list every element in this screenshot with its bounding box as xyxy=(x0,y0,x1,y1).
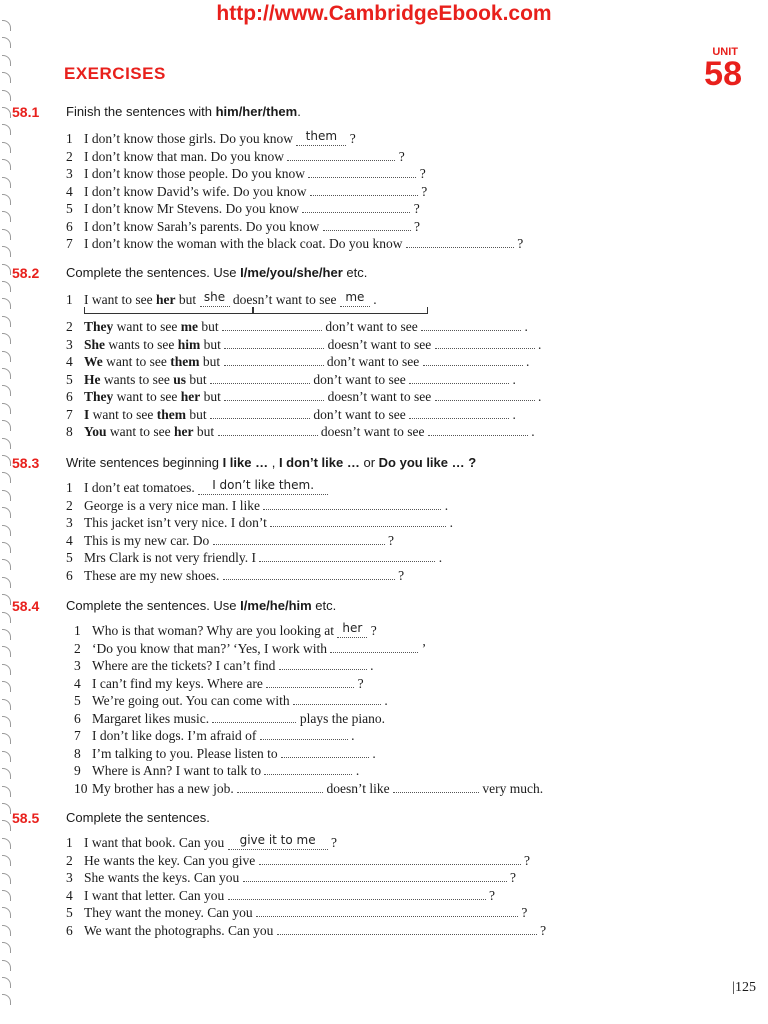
answer-blank[interactable] xyxy=(435,400,535,401)
sentence-text: I don’t know those people. Do you know xyxy=(84,166,305,181)
sentence-text: I’m talking to you. Please listen to xyxy=(92,745,278,761)
sentence-text: I don’t know the woman with the black coat. Do you know xyxy=(84,236,403,251)
item-number: 2 xyxy=(66,497,73,513)
item-number: 1 xyxy=(66,835,73,850)
answer-blank[interactable] xyxy=(435,348,535,349)
sentence-text: don’t want to see xyxy=(313,406,406,422)
answer-blank[interactable] xyxy=(323,230,411,231)
answer-blank[interactable] xyxy=(223,579,395,580)
object-pronoun: me xyxy=(180,319,198,334)
answer-blank[interactable] xyxy=(260,739,348,740)
handwritten-answer: her xyxy=(342,621,363,635)
sentence-line xyxy=(74,710,543,728)
sentence-line xyxy=(74,780,543,798)
answer-blank[interactable] xyxy=(210,418,310,419)
answer-blank[interactable] xyxy=(428,435,528,436)
answer-blank[interactable] xyxy=(237,792,323,793)
object-pronoun: us xyxy=(173,371,186,387)
exercise-instruction: Complete the sentences. xyxy=(66,810,210,825)
subject-pronoun: They xyxy=(84,319,114,334)
exercise-lines xyxy=(66,479,453,584)
sentence-end: . xyxy=(449,515,453,530)
answer-blank[interactable] xyxy=(293,704,381,705)
item-number: 2 xyxy=(66,148,73,164)
sentence-end: ? xyxy=(488,887,495,903)
sentence-end: ? xyxy=(349,131,356,146)
answer-blank[interactable] xyxy=(213,544,385,545)
exercise-instruction: Complete the sentences. Use I/me/you/she/her etc. xyxy=(66,265,368,280)
item-number: 10 xyxy=(74,780,88,796)
sentence-end: . xyxy=(372,745,376,761)
sentence-line xyxy=(66,497,453,515)
sentence-line xyxy=(74,727,543,745)
answer-blank[interactable] xyxy=(302,212,410,213)
answer-blank[interactable] xyxy=(296,129,346,146)
sentence-line xyxy=(66,549,453,567)
sentence-text: I don’t know David’s wife. Do you know xyxy=(84,183,307,199)
sentence-end: ? xyxy=(357,675,364,691)
sentence-text: I don’t know those girls. Do you know xyxy=(84,131,293,146)
sentence-text: doesn’t like xyxy=(326,780,390,796)
sentence-line xyxy=(74,657,543,675)
subject-pronoun: She xyxy=(84,336,106,352)
item-number: 1 xyxy=(66,480,73,495)
sentence-text: I want that letter. Can you xyxy=(84,887,225,903)
object-pronoun: her xyxy=(155,292,176,307)
sentence-text: very much. xyxy=(482,780,544,796)
object-pronoun: them xyxy=(170,354,200,369)
sentence-end: ? xyxy=(398,567,405,583)
answer-blank[interactable] xyxy=(279,669,367,670)
sentence-line xyxy=(74,745,543,763)
sentence-text: but xyxy=(189,371,207,387)
prompt-text: Do xyxy=(192,532,210,548)
object-pronoun: her xyxy=(180,389,201,404)
item-number: 8 xyxy=(66,424,73,439)
sentence-text: doesn’t want to see xyxy=(320,424,425,439)
answer-blank[interactable] xyxy=(340,290,370,307)
exercise-number: 58.4 xyxy=(12,598,40,614)
sentence-text: This jacket isn’t very nice. xyxy=(84,515,228,530)
item-number: 2 xyxy=(66,852,73,868)
sentence-text: but xyxy=(203,336,221,352)
sentence-line xyxy=(66,423,541,441)
sentence-end: ? xyxy=(509,870,516,885)
sentence-end: ? xyxy=(387,532,394,548)
answer-blank[interactable] xyxy=(224,400,324,401)
sentence-text: ‘Do you know that man?’ ‘Yes, I work with xyxy=(92,640,327,656)
handwritten-answer: give it to me xyxy=(239,833,316,847)
answer-blank[interactable] xyxy=(266,687,354,688)
answer-blank[interactable] xyxy=(228,833,328,850)
answer-blank[interactable] xyxy=(224,348,324,349)
sentence-text: want to see xyxy=(91,292,153,307)
sentence-end: . xyxy=(370,658,374,673)
prompt-text: I don’t xyxy=(230,515,267,530)
sentence-end: . xyxy=(524,319,528,334)
sentence-line xyxy=(66,922,546,940)
handwritten-answer: she xyxy=(203,290,226,304)
item-number: 2 xyxy=(66,319,73,334)
exercise-number: 58.5 xyxy=(12,810,40,826)
exercise-lines xyxy=(66,291,541,441)
item-number: 4 xyxy=(66,354,73,369)
sentence-text: Margaret likes music. xyxy=(92,710,210,726)
exercise-number: 58.3 xyxy=(12,455,40,471)
sentence-end: . xyxy=(538,389,542,404)
answer-blank[interactable] xyxy=(218,435,318,436)
item-number: 7 xyxy=(66,236,73,251)
sentence-end: . xyxy=(512,371,516,387)
subject-pronoun: We xyxy=(84,354,103,369)
answer-blank[interactable] xyxy=(287,160,395,161)
answer-blank[interactable] xyxy=(224,365,324,366)
sentence-line xyxy=(66,336,541,354)
sentence-text: want to see xyxy=(116,389,178,404)
sentence-text: but xyxy=(196,424,215,439)
spiral-binding xyxy=(0,20,14,1020)
item-number: 6 xyxy=(74,710,81,726)
sentence-text: We’re going out. You can come with xyxy=(92,693,290,708)
sentence-end: . xyxy=(531,424,535,439)
sentence-line xyxy=(66,318,541,336)
sentence-line xyxy=(66,887,546,905)
sentence-text: don’t want to see xyxy=(326,354,420,369)
sentence-line xyxy=(66,218,523,236)
sentence-text: but xyxy=(201,319,219,334)
prompt-text: I like xyxy=(231,497,260,513)
sentence-text: want to see xyxy=(106,354,167,369)
answer-blank[interactable] xyxy=(406,247,514,248)
answer-blank[interactable] xyxy=(256,916,518,917)
sentence-text: We want the photographs. Can you xyxy=(84,922,274,938)
sentence-line xyxy=(66,852,546,870)
sentence-end: ? xyxy=(413,218,420,234)
sentence-end: ? xyxy=(370,623,377,638)
sentence-text: Where are the tickets? I can’t find xyxy=(92,658,276,673)
subject-pronoun: They xyxy=(84,389,114,404)
answer-blank[interactable] xyxy=(423,365,523,366)
answer-blank[interactable] xyxy=(243,881,507,882)
sentence-end: ? xyxy=(523,852,530,868)
sentence-line xyxy=(66,869,546,887)
sentence-text: plays the piano. xyxy=(299,710,385,726)
page-number: |125 xyxy=(732,980,756,995)
unit-number: 58 xyxy=(704,55,742,93)
item-number: 5 xyxy=(66,550,73,565)
sentence-line xyxy=(66,235,523,253)
exercise-number: 58.2 xyxy=(12,265,40,281)
answer-blank[interactable] xyxy=(263,509,441,510)
answer-blank[interactable] xyxy=(409,383,509,384)
answer-blank[interactable] xyxy=(337,621,367,638)
item-number: 5 xyxy=(66,905,73,920)
sentence-text: I don’t know Sarah’s parents. Do you know xyxy=(84,218,320,234)
item-number: 3 xyxy=(66,336,73,352)
item-number: 6 xyxy=(66,922,73,938)
connector-bracket xyxy=(84,307,254,314)
answer-blank[interactable] xyxy=(210,383,310,384)
item-number: 4 xyxy=(74,675,81,691)
sentence-text: I don’t like dogs. I’m afraid of xyxy=(92,728,257,743)
sentence-text: I don’t know that man. Do you know xyxy=(84,148,284,164)
sentence-end: . xyxy=(444,497,449,513)
item-number: 1 xyxy=(66,131,73,146)
item-number: 3 xyxy=(66,870,73,885)
item-number: 1 xyxy=(66,292,73,307)
exercise-instruction: Finish the sentences with him/her/them. xyxy=(66,104,301,119)
prompt-text: I xyxy=(251,550,256,565)
sentence-line xyxy=(66,388,541,406)
answer-blank[interactable] xyxy=(264,774,352,775)
answer-blank[interactable] xyxy=(200,290,230,307)
answer-blank[interactable] xyxy=(281,757,369,758)
item-number: 6 xyxy=(66,218,73,234)
exercise-instruction: Write sentences beginning I like … , I don’t like … or Do you like … ? xyxy=(66,455,477,470)
answer-blank[interactable] xyxy=(228,899,486,900)
sentence-text: This is my new car. xyxy=(84,532,190,548)
item-number: 6 xyxy=(66,389,73,404)
sentence-line xyxy=(66,904,546,922)
handwritten-answer: I don’t like them. xyxy=(212,478,315,492)
sentence-line xyxy=(66,532,453,550)
sentence-end: ? xyxy=(413,201,420,216)
subject-pronoun: I xyxy=(84,292,89,307)
sentence-line xyxy=(74,675,543,693)
exercise-lines xyxy=(66,130,523,253)
answer-blank[interactable] xyxy=(310,195,418,196)
item-number: 9 xyxy=(74,763,81,778)
subject-pronoun: You xyxy=(84,424,107,439)
sentence-text: Who is that woman? Why are you looking at xyxy=(92,623,334,638)
answer-blank[interactable] xyxy=(277,934,537,935)
exercise-number: 58.1 xyxy=(12,104,40,120)
subject-pronoun: I xyxy=(84,406,90,422)
sentence-end: . xyxy=(355,763,360,778)
exercise-lines xyxy=(74,622,543,797)
connector-bracket xyxy=(252,307,428,314)
sentence-end: . xyxy=(384,693,388,708)
sentence-text: wants to see xyxy=(108,336,175,352)
item-number: 6 xyxy=(66,567,73,583)
sentence-end: ? xyxy=(540,922,547,938)
answer-blank[interactable] xyxy=(259,864,521,865)
sentence-end: ? xyxy=(421,183,428,199)
sentence-line xyxy=(66,148,523,166)
exercise-instruction: Complete the sentences. Use I/me/he/him etc. xyxy=(66,598,337,613)
sentence-text: Mrs Clark is not very friendly. xyxy=(84,550,249,565)
sentence-text: Where is Ann? I want to talk to xyxy=(92,763,262,778)
unit-label: UNIT xyxy=(712,46,738,58)
answer-blank[interactable] xyxy=(421,330,521,331)
sentence-end: ’ xyxy=(421,640,427,656)
item-number: 1 xyxy=(74,623,81,638)
object-pronoun: him xyxy=(177,336,201,352)
sentence-text: I can’t find my keys. Where are xyxy=(92,675,263,691)
sentence-text: doesn’t want to see xyxy=(232,292,337,307)
sentence-line xyxy=(66,834,546,852)
sentence-end: . xyxy=(512,406,516,422)
sentence-line xyxy=(66,567,453,585)
sentence-line xyxy=(66,406,541,424)
sentence-text: George is a very nice man. xyxy=(84,497,229,513)
sentence-text: My brother has a new job. xyxy=(92,780,234,796)
sentence-text: but xyxy=(189,406,207,422)
item-number: 3 xyxy=(74,658,81,673)
sentence-text: want to see xyxy=(116,319,178,334)
sentence-end: . xyxy=(351,728,355,743)
item-number: 5 xyxy=(74,693,81,708)
handwritten-answer: me xyxy=(345,290,365,304)
answer-blank[interactable] xyxy=(330,652,418,653)
sentence-line xyxy=(74,762,543,780)
sentence-text: I don’t know Mr Stevens. Do you know xyxy=(84,201,299,216)
answer-blank[interactable] xyxy=(308,177,416,178)
sentence-text: but xyxy=(202,354,221,369)
sentence-line xyxy=(66,130,523,148)
sentence-end: ? xyxy=(517,236,524,251)
source-url[interactable]: http://www.CambridgeEbook.com xyxy=(216,2,552,25)
sentence-text: doesn’t want to see xyxy=(327,389,432,404)
answer-blank[interactable] xyxy=(409,418,509,419)
answer-blank[interactable] xyxy=(198,478,328,495)
sentence-end: . xyxy=(373,292,377,307)
sentence-end: ? xyxy=(398,148,405,164)
sentence-line xyxy=(66,353,541,371)
sentence-line xyxy=(66,200,523,218)
sentence-text: They want the money. Can you xyxy=(84,905,253,920)
sentence-line xyxy=(74,640,543,658)
sentence-text: These are my new shoes. xyxy=(84,567,220,583)
sentence-end: . xyxy=(438,550,443,565)
sentence-text: want to see xyxy=(109,424,171,439)
item-number: 3 xyxy=(66,515,73,530)
sentence-end: ? xyxy=(521,905,528,920)
subject-pronoun: He xyxy=(84,371,101,387)
sentence-text: don’t want to see xyxy=(325,319,418,334)
item-number: 2 xyxy=(74,640,81,656)
sentence-text: don’t want to see xyxy=(313,371,406,387)
item-number: 4 xyxy=(66,887,73,903)
object-pronoun: them xyxy=(156,406,186,422)
sentence-line xyxy=(66,514,453,532)
item-number: 8 xyxy=(74,745,81,761)
sentence-line xyxy=(74,692,543,710)
sentence-end: . xyxy=(538,336,542,352)
sentence-line xyxy=(66,479,453,497)
item-number: 3 xyxy=(66,166,73,181)
sentence-text: I want that book. Can you xyxy=(84,835,225,850)
sentence-line xyxy=(66,371,541,389)
sentence-text: but xyxy=(178,292,197,307)
item-number: 4 xyxy=(66,532,73,548)
sentence-end: ? xyxy=(419,166,426,181)
answer-blank[interactable] xyxy=(222,330,322,331)
sentence-text: wants to see xyxy=(103,371,170,387)
sentence-text: I don’t eat tomatoes. xyxy=(84,480,195,495)
item-number: 5 xyxy=(66,371,73,387)
item-number: 7 xyxy=(66,406,73,422)
sentence-text: She wants the keys. Can you xyxy=(84,870,240,885)
sentence-end: ? xyxy=(330,835,337,850)
sentence-line xyxy=(66,183,523,201)
answer-blank[interactable] xyxy=(270,526,446,527)
item-number: 5 xyxy=(66,201,73,216)
sentence-line xyxy=(74,622,543,640)
answer-blank[interactable] xyxy=(393,792,479,793)
sentence-text: He wants the key. Can you give xyxy=(84,852,256,868)
sentence-line xyxy=(66,165,523,183)
sentence-text: but xyxy=(203,389,221,404)
answer-blank[interactable] xyxy=(259,561,435,562)
sentence-line xyxy=(66,291,541,318)
item-number: 7 xyxy=(74,728,81,743)
object-pronoun: her xyxy=(174,424,194,439)
item-number: 4 xyxy=(66,183,73,199)
answer-blank[interactable] xyxy=(212,722,296,723)
exercise-lines xyxy=(66,834,546,939)
sentence-text: doesn’t want to see xyxy=(327,336,432,352)
sentence-end: . xyxy=(525,354,530,369)
exercises-heading: EXERCISES xyxy=(64,64,166,83)
sentence-text: want to see xyxy=(92,406,154,422)
handwritten-answer: them xyxy=(305,129,338,143)
